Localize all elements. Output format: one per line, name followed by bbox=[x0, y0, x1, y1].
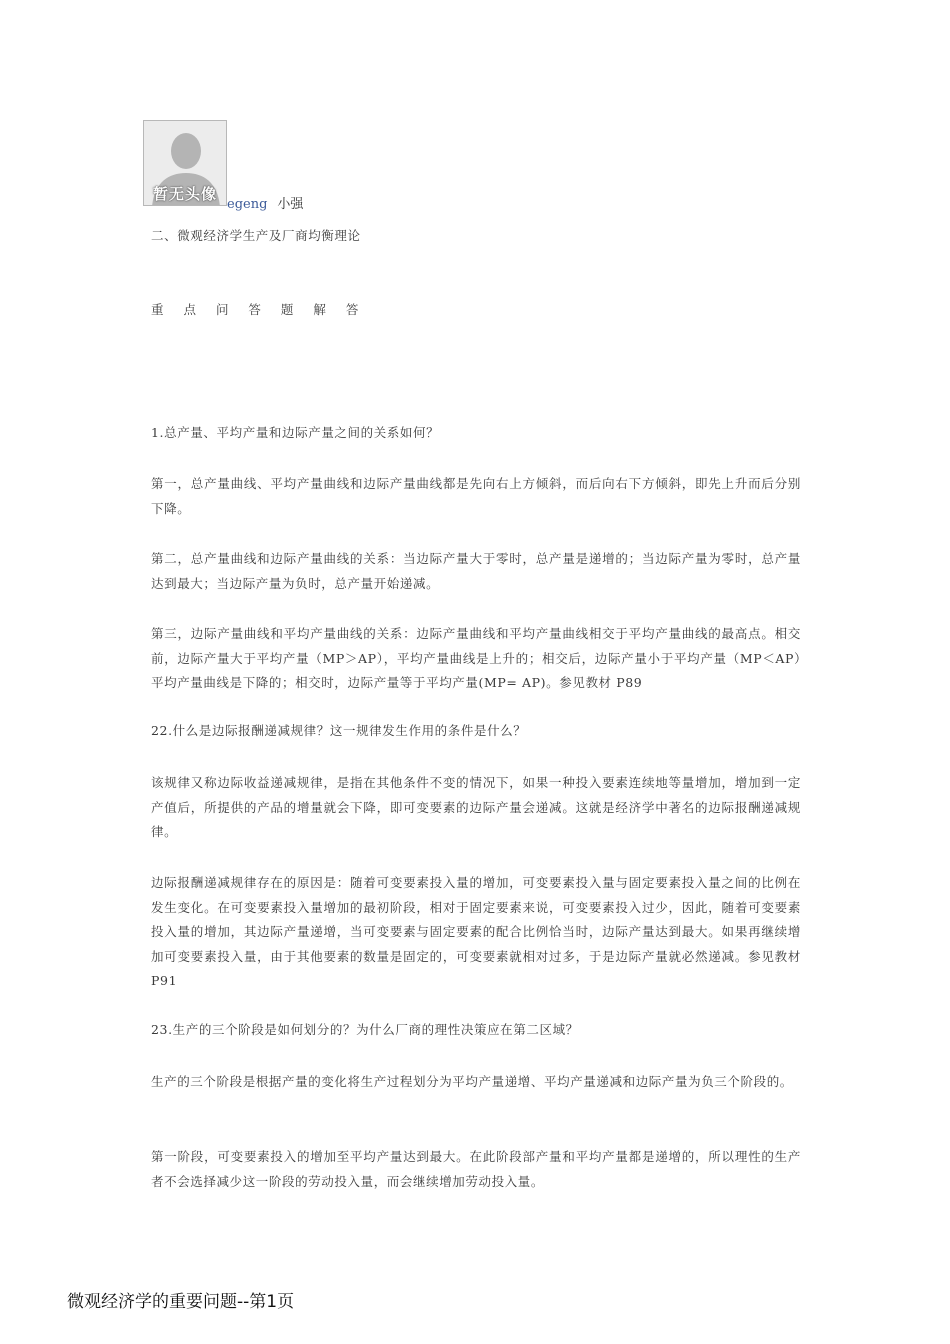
q22-paragraph-2: 边际报酬递减规律存在的原因是：随着可变要素投入量的增加，可变要素投入量与固定要素投入量之间的比例在发生变化。在可变要素投入量增加的最初阶段，相对于固定要素来说，可变要素投入过少，因此，随着可变要素投入量的增加，其边际产量递增，当可变要素与固定要素的配合比例恰当时，边际产量达到最大。如果再继续增加可变要素投入量，由于其他要素的数量是固定的，可变要素就相对过多，于是边际产量就必然递减。参见教材 P91 bbox=[151, 875, 801, 988]
q1-paragraph-2: 第二，总产量曲线和边际产量曲线的关系：当边际产量大于零时，总产量是递增的；当边际产量为零时，总产量达到最大；当边际产量为负时，总产量开始递减。 bbox=[151, 551, 801, 591]
subheading: 重 点 问 答 题 解 答 bbox=[151, 302, 367, 317]
author-nickname: 小强 bbox=[277, 197, 304, 212]
q1-paragraph-1: 第一，总产量曲线、平均产量曲线和边际产量曲线都是先向右上方倾斜，而后向右下方倾斜，即先上升而后分别下降。 bbox=[151, 476, 801, 516]
avatar-caption: 暂无头像 bbox=[152, 185, 217, 203]
q1-paragraph-3: 第三，边际产量曲线和平均产量曲线的关系：边际产量曲线和平均产量曲线相交于平均产量曲线的最高点。相交前，边际产量大于平均产量（MP＞AP），平均产量曲线是上升的；相交后，边际产量小于平均产量（MP＜AP）平均产量曲线是下降的；相交时，边际产量等于平均产量(MP= AP)。参见教材 P89 bbox=[151, 626, 801, 690]
q23-paragraph-1: 生产的三个阶段是根据产量的变化将生产过程划分为平均产量递增、平均产量递减和边际产量为负三个阶段的。 bbox=[151, 1074, 793, 1089]
page-footer: 微观经济学的重要问题--第1页 bbox=[67, 1292, 295, 1312]
author-line bbox=[227, 193, 303, 212]
question-23: 23.生产的三个阶段是如何划分的？为什么厂商的理性决策应在第二区域？ bbox=[151, 1022, 579, 1037]
q23-paragraph-2: 第一阶段，可变要素投入的增加至平均产量达到最大。在此阶段部产量和平均产量都是递增的，所以理性的生产者不会选择减少这一阶段的劳动投入量，而会继续增加劳动投入量。 bbox=[151, 1149, 801, 1189]
author-username[interactable]: egeng bbox=[227, 197, 268, 212]
q22-paragraph-1: 该规律又称边际收益递减规律，是指在其他条件不变的情况下，如果一种投入要素连续地等量增加，增加到一定产值后，所提供的产品的增量就会下降，即可变要素的边际产量会递减。这就是经济学中著名的边际报酬递减规律。 bbox=[151, 775, 801, 839]
avatar[interactable] bbox=[143, 120, 227, 206]
question-1: 1.总产量、平均产量和边际产量之间的关系如何？ bbox=[151, 425, 440, 440]
section-title: 二、微观经济学生产及厂商均衡理论 bbox=[151, 228, 361, 243]
question-22: 22.什么是边际报酬递减规律？这一规律发生作用的条件是什么？ bbox=[151, 723, 527, 738]
